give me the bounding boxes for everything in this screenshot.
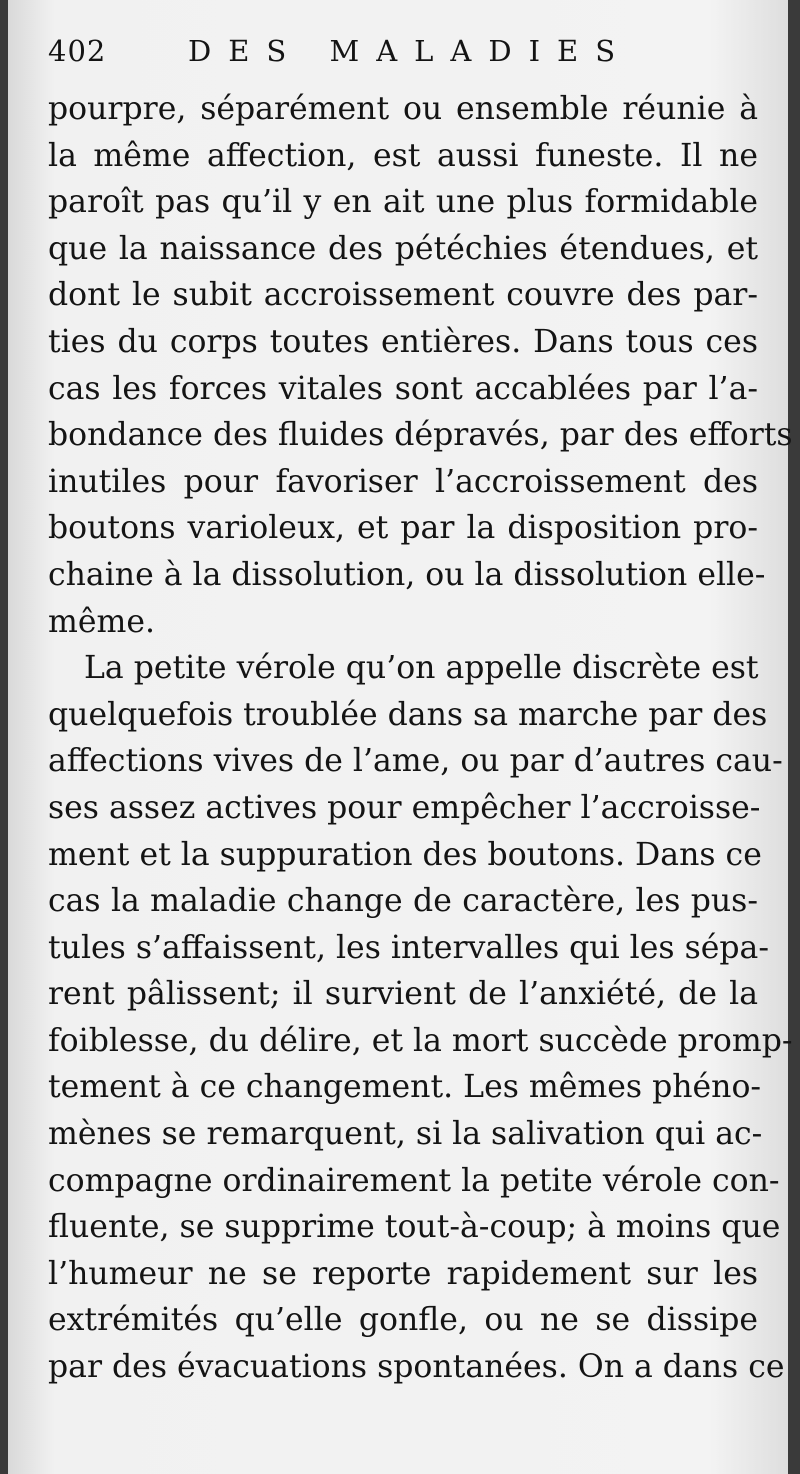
running-head-title: DES MALADIES (188, 34, 633, 68)
text-line: par des évacuations spontanées. On a dans ce (48, 1349, 785, 1386)
text-line: boutons varioleux, et par la disposition pro- (48, 510, 758, 547)
text-line: la même affection, est aussi funeste. Il ne (48, 137, 758, 174)
text-line: inutiles pour favoriser l’accroissement des (48, 463, 758, 500)
text-line: ties du corps toutes entières. Dans tous ces (48, 323, 758, 360)
text-line: tules s’affaissent, les intervalles qui les sépa- (48, 929, 769, 966)
text-line: quelquefois troublée dans sa marche par des (48, 696, 768, 733)
text-line: cas la maladie change de caractère, les pus- (48, 883, 758, 920)
text-line: ment et la suppuration des boutons. Dans ce (48, 836, 762, 873)
text-line: ses assez actives pour empêcher l’accroisse- (48, 789, 761, 826)
text-line: La petite vérole qu’on appelle discrète est (84, 650, 759, 687)
text-line: rent pâlissent; il survient de l’anxiété, de la (48, 976, 758, 1013)
text-line: pourpre, séparément ou ensemble réunie à (48, 91, 758, 127)
paragraph (48, 86, 793, 645)
text-line: que la naissance des pétéchies étendues, et (48, 230, 758, 267)
text-line: chaine à la dissolution, ou la dissolution elle- (48, 556, 766, 593)
running-head (48, 34, 758, 86)
book-page (8, 0, 793, 1474)
text-line: compagne ordinairement la petite vérole con- (48, 1162, 780, 1199)
text-line: fluente, se supprime tout-à-coup; à moins que (48, 1209, 781, 1246)
text-line: paroît pas qu’il y en ait une plus formidable (48, 184, 758, 221)
paragraph (48, 645, 793, 1391)
text-line: affections vives de l’ame, ou par d’autres cau- (48, 743, 783, 780)
text-line: l’humeur ne se reporte rapidement sur les (48, 1255, 758, 1292)
body-text (48, 86, 793, 1391)
text-line: dont le subit accroissement couvre des par- (48, 277, 758, 314)
text-line: foiblesse, du délire, et la mort succède promp- (48, 1022, 793, 1059)
text-line: même. (48, 603, 156, 640)
text-line: cas les forces vitales sont accablées par l’a- (48, 370, 758, 407)
text-line: mènes se remarquent, si la salivation qui ac- (48, 1116, 763, 1153)
text-line: tement à ce changement. Les mêmes phéno- (48, 1069, 762, 1106)
page-number: 402 (48, 34, 107, 68)
text-line: extrémités qu’elle gonfle, ou ne se dissipe (48, 1302, 758, 1339)
text-line: bondance des fluides dépravés, par des efforts (48, 417, 793, 454)
